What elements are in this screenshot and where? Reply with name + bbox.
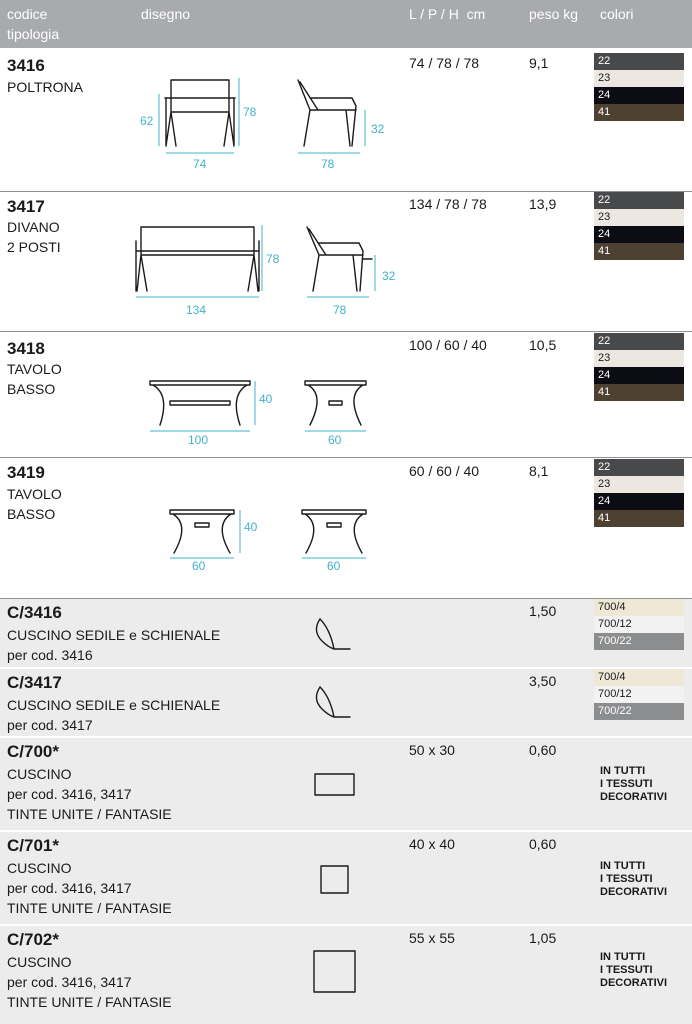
color-swatch: 24 (594, 493, 684, 510)
color-swatch: 22 (594, 53, 684, 70)
dim-arm: 32 (371, 122, 385, 136)
cushion-code: C/3416 (7, 603, 62, 622)
product-weight: 9,1 (529, 55, 549, 71)
product-code: 3417 (7, 197, 45, 216)
fabric-swatch: 700/22 (594, 703, 684, 720)
dim-width: 134 (186, 303, 207, 317)
cushion-desc: CUSCINO per cod. 3416, 3417 TINTE UNITE / FANTASIE (7, 766, 172, 822)
color-swatch: 41 (594, 243, 684, 260)
cushion-code: C/702* (7, 930, 59, 949)
cushion-code: C/701* (7, 836, 59, 855)
product-weight: 13,9 (529, 196, 557, 212)
cushion-40x40-drawing (0, 832, 400, 924)
header-type: tipologia (7, 26, 60, 42)
product-desc: POLTRONA (7, 79, 83, 95)
product-code: 3418 (7, 339, 45, 358)
product-row-3417 (0, 191, 692, 332)
cushion-weight: 0,60 (529, 836, 557, 852)
cushion-50x30-drawing (0, 738, 400, 830)
product-row-3419 (0, 457, 692, 599)
dim-depth: 78 (333, 303, 347, 317)
dim-seat: 62 (140, 114, 154, 128)
fabric-swatch: 700/12 (594, 616, 684, 633)
product-code: 3416 (7, 56, 45, 75)
product-row-3418 (0, 331, 692, 458)
color-swatch: 24 (594, 226, 684, 243)
product-desc: DIVANO 2 POSTI (7, 219, 61, 255)
cushion-weight: 1,05 (529, 930, 557, 946)
table-header (0, 0, 692, 48)
product-dims: 60 / 60 / 40 (409, 463, 480, 479)
cushion-desc: CUSCINO per cod. 3416, 3417 TINTE UNITE / FANTASIE (7, 954, 172, 1010)
cushion-row-c3417 (0, 669, 692, 736)
product-code: 3419 (7, 463, 45, 482)
color-swatch: 22 (594, 459, 684, 476)
armchair-drawing (0, 48, 400, 191)
cushion-weight: 0,60 (529, 742, 557, 758)
table-3418-drawing (0, 331, 400, 457)
seat-cushion-drawing (0, 669, 400, 736)
cushion-dims: 55 x 55 (409, 930, 455, 946)
dim-width: 100 (188, 433, 209, 447)
fabric-note: IN TUTTI I TESSUTI DECORATIVI (600, 765, 668, 803)
cushion-weight: 1,50 (529, 603, 557, 619)
table-3419-drawing (0, 457, 400, 598)
cushion-code: C/700* (7, 742, 59, 761)
color-swatch: 23 (594, 350, 684, 367)
cushion-desc: CUSCINO per cod. 3416, 3417 TINTE UNITE / FANTASIE (7, 860, 172, 916)
color-swatch: 23 (594, 209, 684, 226)
fabric-swatch: 700/4 (594, 599, 684, 616)
dim-height: 78 (243, 105, 257, 119)
dim-width: 74 (193, 157, 207, 171)
product-desc: TAVOLO BASSO (7, 361, 62, 397)
dim-width: 60 (192, 559, 206, 573)
cushion-code: C/3417 (7, 673, 62, 692)
fabric-note: IN TUTTI I TESSUTI DECORATIVI (600, 860, 668, 898)
color-swatch: 41 (594, 384, 684, 401)
fabric-note: IN TUTTI I TESSUTI DECORATIVI (600, 951, 668, 989)
dim-height: 40 (244, 520, 258, 534)
color-swatch: 41 (594, 104, 684, 121)
cushion-row-c3416 (0, 599, 692, 667)
product-weight: 8,1 (529, 463, 549, 479)
header-code: codice (7, 6, 48, 22)
product-row-3416 (0, 48, 692, 192)
cushion-dims: 50 x 30 (409, 742, 455, 758)
cushion-row-c702 (0, 926, 692, 1024)
product-weight: 10,5 (529, 337, 557, 353)
color-swatch: 24 (594, 367, 684, 384)
cushion-55x55-drawing (0, 926, 400, 1024)
color-swatch: 24 (594, 87, 684, 104)
color-swatch: 23 (594, 70, 684, 87)
cushion-desc: CUSCINO SEDILE e SCHIENALE per cod. 3416 (7, 627, 221, 663)
cushion-row-c701 (0, 832, 692, 924)
color-swatch: 22 (594, 333, 684, 350)
product-dims: 100 / 60 / 40 (409, 337, 487, 353)
dim-height: 78 (266, 252, 280, 266)
dim-height: 40 (259, 392, 273, 406)
dim-depth: 78 (321, 157, 335, 171)
dim-arm: 32 (382, 269, 396, 283)
cushion-weight: 3,50 (529, 673, 557, 689)
fabric-swatch: 700/12 (594, 686, 684, 703)
color-swatch: 22 (594, 192, 684, 209)
header-dims: L / P / H cm (409, 6, 486, 22)
cushion-dims: 40 x 40 (409, 836, 455, 852)
cushion-row-c700 (0, 738, 692, 830)
seat-cushion-drawing (0, 599, 400, 667)
color-swatch: 41 (594, 510, 684, 527)
header-drawing: disegno (141, 6, 191, 22)
cushion-desc: CUSCINO SEDILE e SCHIENALE per cod. 3417 (7, 697, 221, 733)
dim-depth: 60 (328, 433, 342, 447)
color-swatch: 23 (594, 476, 684, 493)
header-colors: colori (600, 6, 634, 22)
dim-depth: 60 (327, 559, 341, 573)
header-weight: peso kg (529, 6, 579, 22)
fabric-swatch: 700/22 (594, 633, 684, 650)
product-dims: 134 / 78 / 78 (409, 196, 487, 212)
fabric-swatch: 700/4 (594, 669, 684, 686)
sofa-drawing (0, 191, 400, 331)
product-desc: TAVOLO BASSO (7, 486, 62, 522)
product-dims: 74 / 78 / 78 (409, 55, 480, 71)
